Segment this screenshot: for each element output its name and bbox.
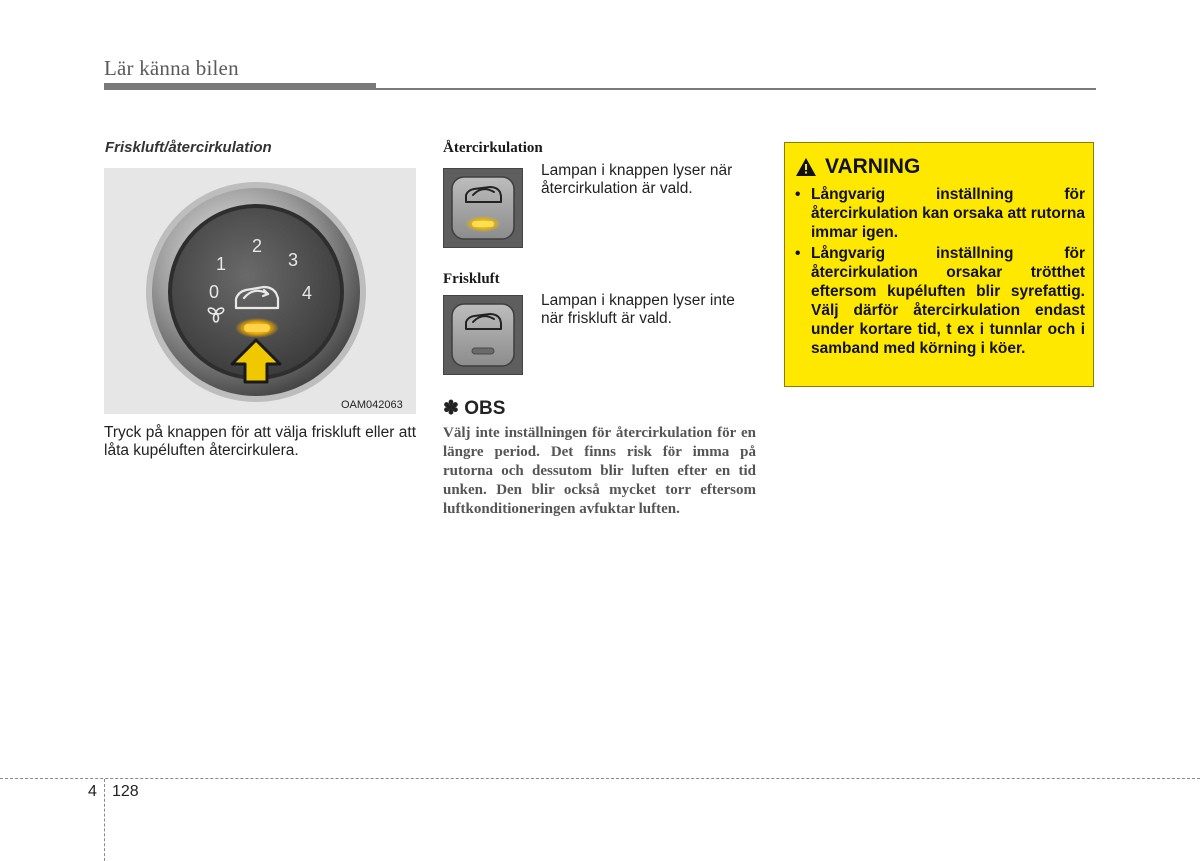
warning-box — [784, 142, 1094, 387]
section-heading: Friskluft/återcirkulation — [105, 139, 272, 156]
warning-header — [795, 155, 920, 179]
dial-number-4: 4 — [302, 283, 313, 303]
obs-heading: ✽ OBS — [443, 398, 506, 419]
warning-item — [793, 244, 1085, 358]
image-code: OAM042063 — [341, 399, 403, 411]
fresh-description: Lampan i knappen lyser inte när friskluft är vald. — [541, 292, 735, 327]
dial-number-1: 1 — [216, 254, 227, 274]
page-header-title: Lär känna bilen — [104, 56, 239, 80]
recirc-description: Lampan i knappen lyser när återcirkulation är vald. — [541, 162, 733, 197]
warning-item — [793, 185, 1085, 242]
warning-list — [793, 185, 1085, 360]
dial-number-3: 3 — [288, 250, 299, 270]
header-rule-thick — [104, 83, 376, 90]
body-paragraph: Tryck på knappen för att välja friskluft eller att låta kupéluften återcirkulera. — [104, 424, 416, 459]
fresh-button-image — [443, 295, 523, 375]
footer-divider — [104, 779, 105, 861]
footer-rule — [0, 778, 1200, 779]
warning-item-text: Långvarig inställning för återcirkulation kan orsaka att rutorna immar igen. — [811, 186, 1085, 241]
recirc-heading: Återcirkulation — [443, 140, 543, 156]
dial-svg — [104, 168, 416, 414]
page-number: 128 — [112, 783, 139, 800]
header-rule-thin — [376, 88, 1096, 90]
chapter-number: 4 — [88, 783, 97, 800]
recirc-button-image — [443, 168, 523, 248]
indicator-lamp-icon — [472, 348, 494, 354]
warning-title: VARNING — [825, 155, 921, 178]
dial-number-0: 0 — [209, 282, 220, 302]
dial-illustration — [104, 168, 416, 414]
obs-paragraph: Välj inte inställningen för återcirkulation för en längre period. Det finns risk för imma på rutorna och dessutom blir luften efter en tid unken. Den blir också mycket torr eftersom luftkonditioneringen avfuktar luften. — [443, 425, 756, 517]
bullet: • — [795, 186, 801, 203]
fresh-heading: Friskluft — [443, 271, 500, 287]
dial-number-2: 2 — [252, 236, 263, 256]
warning-item-text: Långvarig inställning för återcirkulation orsakar trötthet eftersom kupéluften blir syrefattig. Välj därför återcirkulation endast under kortare tid, t ex i tunnlar och i samband med körning i köer. — [811, 245, 1085, 357]
warning-triangle-icon — [795, 157, 817, 177]
bullet: • — [795, 245, 801, 262]
